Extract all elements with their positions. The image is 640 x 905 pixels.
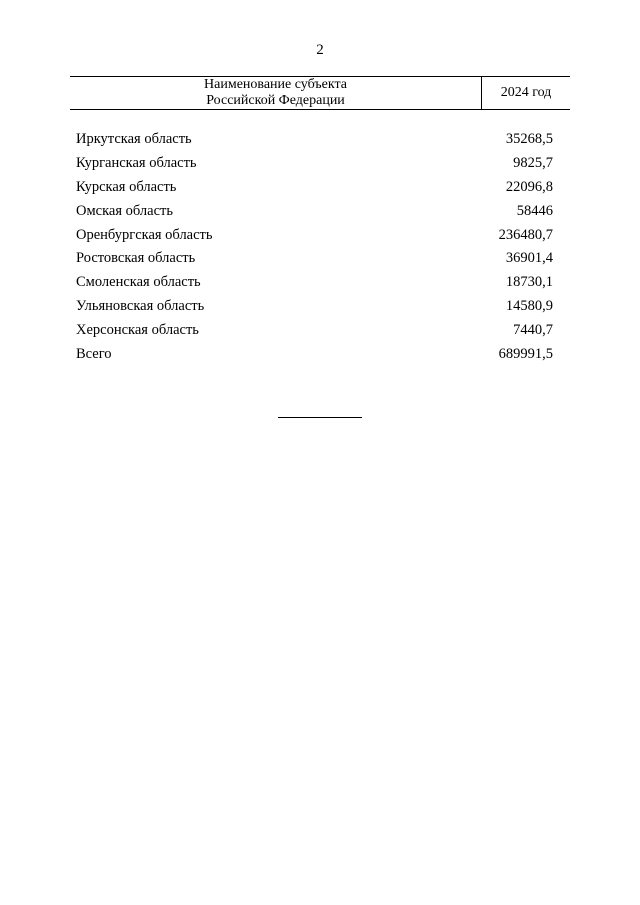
table-row — [70, 199, 570, 223]
row-value: 236480,7 — [498, 226, 553, 243]
table-row — [70, 152, 570, 176]
row-value: 9825,7 — [513, 155, 553, 172]
row-value: 7440,7 — [513, 321, 553, 338]
row-subject-name: Оренбургская область — [76, 226, 213, 243]
table-row — [70, 247, 570, 271]
table-body — [70, 128, 570, 366]
row-subject-name: Всего — [76, 345, 112, 362]
row-value: 36901,4 — [505, 250, 553, 267]
table-row — [70, 318, 570, 342]
table-header — [70, 76, 570, 110]
header-subject-name-line1: Наименование субъекта — [204, 77, 347, 92]
row-value: 689991,5 — [498, 345, 553, 362]
header-subject-name — [70, 77, 482, 109]
table-row — [70, 223, 570, 247]
page-number: 2 — [316, 42, 324, 58]
row-value: 18730,1 — [505, 274, 553, 291]
row-subject-name: Смоленская область — [76, 274, 201, 291]
row-subject-name: Херсонская область — [76, 321, 199, 338]
table-row — [70, 271, 570, 295]
table-row — [70, 128, 570, 152]
row-subject-name: Курская область — [76, 178, 177, 195]
row-value: 14580,9 — [505, 297, 553, 314]
header-subject-name-line2: Российской Федерации — [206, 93, 345, 108]
row-subject-name: Ростовская область — [76, 250, 196, 267]
row-subject-name: Иркутская область — [76, 131, 192, 148]
table-row — [70, 295, 570, 319]
row-value: 58446 — [516, 202, 553, 219]
row-subject-name: Омская область — [76, 202, 173, 219]
table-row-total — [70, 342, 570, 366]
table-row — [70, 176, 570, 200]
end-separator-line — [278, 417, 362, 418]
row-subject-name: Курганская область — [76, 155, 197, 172]
row-value: 35268,5 — [505, 131, 553, 148]
row-value: 22096,8 — [505, 178, 553, 195]
header-year: 2024 год — [500, 85, 552, 100]
row-subject-name: Ульяновская область — [76, 297, 205, 314]
